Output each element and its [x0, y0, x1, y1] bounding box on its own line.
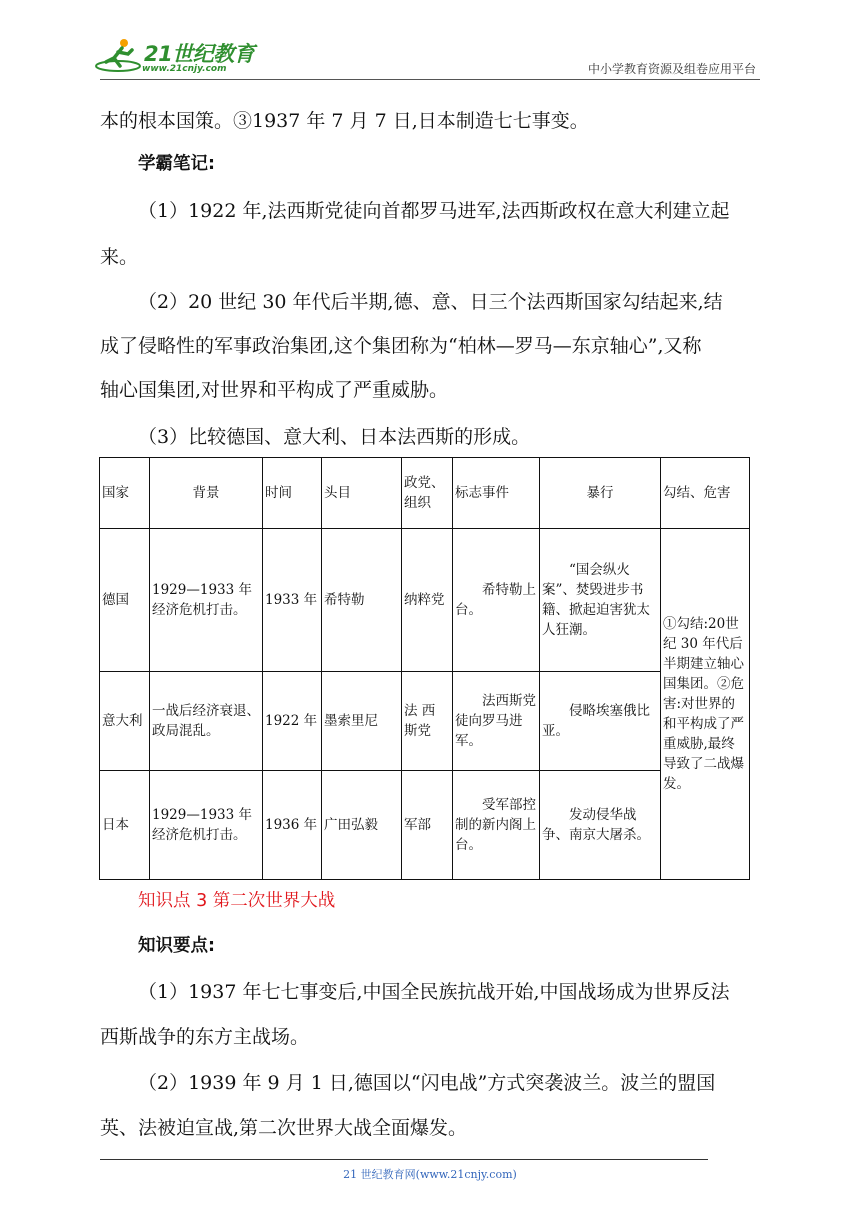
table-cell: 1936 年 — [263, 771, 322, 880]
note-3-line: （3）比较德国、意大利、日本法西斯的形成。 — [138, 426, 531, 448]
merged-cell-note: ①勾结:20世纪 30 年代后半期建立轴心国集团。②危害:对世界的和平构成了严重威胁,最终导致了二战爆发。 — [661, 529, 750, 880]
header-slogan: 中小学教育资源及组卷应用平台 — [587, 62, 756, 76]
table-cell: 一战后经济衰退、政局混乱。 — [150, 672, 263, 771]
site-logo[interactable] — [94, 36, 264, 76]
table-cell: 军部 — [402, 771, 453, 880]
table-cell: 法西斯党徒向罗马进军。 — [453, 672, 540, 771]
kp-1-line-2: 西斯战争的东方主战场。 — [100, 1026, 310, 1048]
header-cell: 勾结、危害 — [661, 458, 750, 529]
header-cell: 时间 — [263, 458, 322, 529]
header-cell: 标志事件 — [453, 458, 540, 529]
table-cell: 墨索里尼 — [322, 672, 402, 771]
footer-divider — [100, 1159, 708, 1160]
footer-link[interactable]: 21 世纪教育网(www.21cnjy.com) — [343, 1168, 517, 1181]
table-cell: 侵略埃塞俄比亚。 — [540, 672, 661, 771]
kp-1-line-1: （1）1937 年七七事变后,中国全民族抗战开始,中国战场成为世界反法 — [138, 981, 730, 1003]
paragraph-line: 本的根本国策。③1937 年 7 月 7 日,日本制造七七事变。 — [100, 110, 589, 132]
header-cell: 暴行 — [540, 458, 661, 529]
table-row — [100, 771, 750, 880]
note-1-line-1: （1）1922 年,法西斯党徒向首都罗马进军,法西斯政权在意大利建立起 — [138, 200, 730, 222]
notes-heading: 学霸笔记: — [138, 154, 215, 174]
table-cell: 法 西 斯党 — [402, 672, 453, 771]
table-header-row — [100, 458, 750, 529]
table-cell: 1929—1933 年经济危机打击。 — [150, 771, 263, 880]
table-cell: 广田弘毅 — [322, 771, 402, 880]
header-cell: 国家 — [100, 458, 150, 529]
table-cell: 受军部控制的新内阁上台。 — [453, 771, 540, 880]
table-row — [100, 529, 750, 672]
header-cell: 头目 — [322, 458, 402, 529]
header-cell: 政党、组织 — [402, 458, 453, 529]
fascism-comparison-table — [99, 457, 750, 880]
table-cell: 1929—1933 年经济危机打击。 — [150, 529, 263, 672]
knowledge-summary-heading: 知识要点: — [138, 936, 215, 956]
table-cell: 日本 — [100, 771, 150, 880]
kp-2-line-1: （2）1939 年 9 月 1 日,德国以“闪电战”方式突袭波兰。波兰的盟国 — [138, 1072, 716, 1094]
knowledge-point-title: 知识点 3 第二次世界大战 — [138, 891, 336, 911]
header-cell: 背景 — [150, 458, 263, 529]
table-cell: 德国 — [100, 529, 150, 672]
kp-2-line-2: 英、法被迫宣战,第二次世界大战全面爆发。 — [100, 1117, 468, 1139]
note-1-line-2: 来。 — [100, 246, 139, 268]
table-cell: “国会纵火案”、焚毁进步书籍、掀起迫害犹太人狂潮。 — [540, 529, 661, 672]
logo-url-text: www.21cnjy.com — [142, 64, 227, 74]
table-cell: 纳粹党 — [402, 529, 453, 672]
table-cell: 发动侵华战争、南京大屠杀。 — [540, 771, 661, 880]
table-cell: 意大利 — [100, 672, 150, 771]
logo-brand-text: 21世纪教育 — [144, 42, 255, 66]
table-cell: 希特勒 — [322, 529, 402, 672]
table-cell: 希特勒上台。 — [453, 529, 540, 672]
note-2-line-2: 成了侵略性的军事政治集团,这个集团称为“柏林—罗马—东京轴心”,又称 — [100, 335, 702, 357]
runner-logo-icon — [94, 36, 142, 76]
header-divider — [100, 79, 760, 80]
table-cell: 1933 年 — [263, 529, 322, 672]
table-row — [100, 672, 750, 771]
table-cell: 1922 年 — [263, 672, 322, 771]
note-2-line-1: （2）20 世纪 30 年代后半期,德、意、日三个法西斯国家勾结起来,结 — [138, 291, 723, 313]
note-2-line-3: 轴心国集团,对世界和平构成了严重威胁。 — [100, 379, 449, 401]
